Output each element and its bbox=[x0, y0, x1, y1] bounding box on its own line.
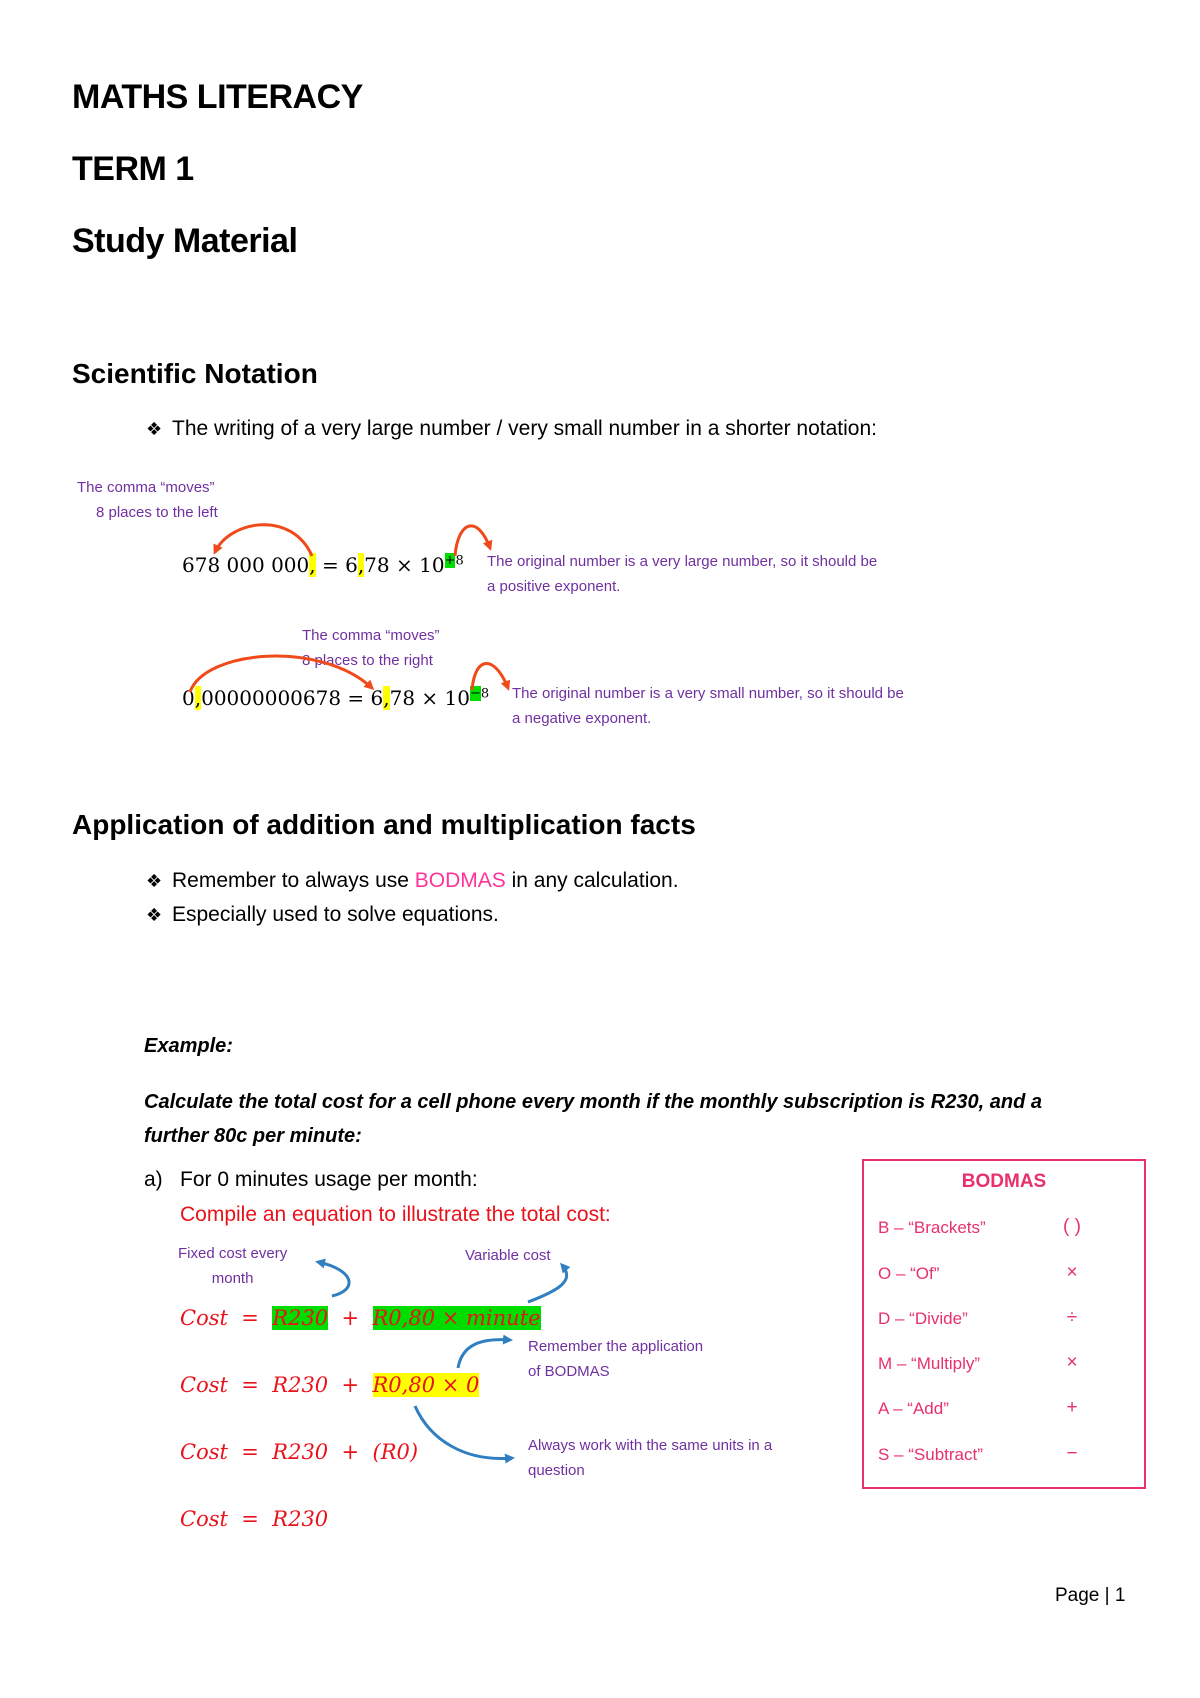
bodmas-row-multiply: M – “Multiply” bbox=[878, 1354, 981, 1373]
example-question: Calculate the total cost for a cell phone every month if the monthly subscription is R230, and a further 80c per minute: bbox=[144, 1091, 1042, 1147]
brackets-symbol: ( ) bbox=[1063, 1216, 1081, 1237]
bodmas-row-add: A – “Add” bbox=[878, 1399, 949, 1418]
document-title: MATHS LITERACY bbox=[72, 78, 363, 116]
page-number: Page | 1 bbox=[1055, 1585, 1126, 1606]
equation-small-number: $0,00000000678 = 6,78 \times 10^{-8}$ bbox=[182, 686, 490, 710]
cost-equation-2: Cost = R230 + R0,80 × 0 bbox=[180, 1373, 480, 1397]
cost-equation-3: Cost = R230 + (R0) bbox=[180, 1440, 419, 1464]
divide-symbol: ÷ bbox=[1066, 1307, 1078, 1328]
multiply-symbol: × bbox=[1066, 1262, 1078, 1283]
part-a: a) For 0 minutes usage per month: bbox=[144, 1168, 478, 1191]
cost-equation-4: Cost = R230 bbox=[180, 1507, 329, 1531]
diamond-bullet-icon: ❖ bbox=[146, 871, 163, 891]
comma-left-note: The comma “moves” 8 places to the left bbox=[77, 479, 218, 521]
term-heading: TERM 1 bbox=[72, 150, 194, 188]
section-heading-scientific-notation: Scientific Notation bbox=[72, 358, 318, 389]
bodmas-row-subtract: S – “Subtract” bbox=[878, 1445, 983, 1464]
bodmas-reminder-note: Remember the application of BODMAS bbox=[528, 1338, 704, 1380]
bodmas-highlight: BODMAS bbox=[414, 869, 506, 892]
multiply-symbol: × bbox=[1066, 1352, 1078, 1373]
bodmas-row-of: O – “Of” bbox=[878, 1264, 940, 1283]
negative-exponent-arrow bbox=[472, 663, 508, 690]
section-heading-application: Application of addition and multiplication facts bbox=[72, 809, 696, 840]
comma-left-arrow bbox=[215, 525, 312, 556]
bullet-text: The writing of a very large number / very small number in a shorter notation: bbox=[172, 417, 877, 440]
positive-exponent-note: The original number is a very large number, so it should be a positive exponent. bbox=[487, 553, 878, 595]
subtract-symbol: − bbox=[1066, 1443, 1078, 1464]
comma-right-arrow bbox=[190, 656, 372, 692]
negative-exponent-note: The original number is a very small number, so it should be a negative exponent. bbox=[512, 685, 904, 727]
bullet-item: ❖ Especially used to solve equations. bbox=[146, 903, 499, 926]
subtitle: Study Material bbox=[72, 222, 298, 260]
instruction-text: Compile an equation to illustrate the total cost: bbox=[180, 1203, 611, 1226]
variable-cost-note: Variable cost bbox=[465, 1247, 551, 1264]
bodmas-row-brackets: B – “Brackets” bbox=[878, 1218, 986, 1237]
positive-exponent-arrow bbox=[455, 526, 490, 556]
same-units-note: Always work with the same units in a question bbox=[528, 1437, 773, 1479]
fixed-cost-note: Fixed cost every month bbox=[178, 1245, 288, 1287]
fixed-cost-arrow bbox=[318, 1262, 349, 1296]
bodmas-row-divide: D – “Divide” bbox=[878, 1309, 968, 1328]
diamond-bullet-icon: ❖ bbox=[146, 419, 163, 439]
comma-right-note: The comma “moves” 8 places to the right bbox=[302, 627, 440, 669]
equation-large-number: 678 000 000, = $6,78 \times 10^{+8}$ bbox=[182, 553, 464, 577]
add-symbol: + bbox=[1066, 1397, 1078, 1418]
bullet-item: ❖ Remember to always use BODMAS in any calculation. bbox=[146, 869, 679, 892]
bodmas-arrow bbox=[458, 1340, 510, 1368]
diamond-bullet-icon: ❖ bbox=[146, 905, 163, 925]
example-label: Example: bbox=[144, 1035, 233, 1057]
bodmas-title: BODMAS bbox=[961, 1171, 1047, 1192]
variable-cost-arrow bbox=[528, 1265, 567, 1302]
same-units-arrow bbox=[415, 1406, 512, 1458]
cost-equation-1: Cost = R230 + R0,80 × minute bbox=[180, 1306, 541, 1330]
